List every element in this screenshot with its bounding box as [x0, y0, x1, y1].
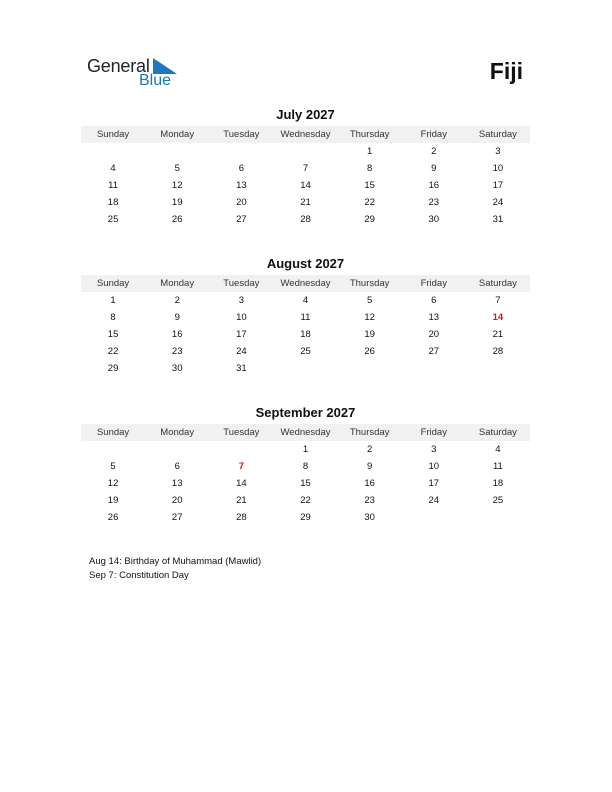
day-cell: 16 [364, 478, 375, 489]
day-cell: 29 [300, 512, 311, 523]
day-cell: 13 [236, 180, 247, 191]
day-cell: 9 [431, 163, 437, 174]
day-cell: 14 [300, 180, 311, 191]
day-cell: 23 [364, 495, 375, 506]
day-cell: 3 [431, 444, 437, 455]
weekday-monday: Monday [160, 129, 195, 140]
day-cell: 21 [300, 197, 311, 208]
day-cell: 13 [171, 478, 183, 489]
day-cell: 20 [236, 197, 247, 208]
month-weeks [81, 292, 530, 377]
day-cell: 18 [300, 329, 311, 340]
week-row [81, 194, 530, 211]
holiday-day-cell: 14 [492, 312, 504, 323]
day-cell: 30 [364, 512, 375, 523]
day-cell: 1 [302, 444, 309, 455]
day-cell: 9 [366, 461, 373, 472]
month-title: September 2027 [255, 405, 356, 420]
day-cell: 21 [236, 495, 247, 506]
holiday-note: Aug 14: Birthday of Muhammad (Mawlid) [89, 556, 262, 567]
day-cell: 1 [110, 295, 116, 306]
day-cell: 19 [364, 329, 375, 340]
day-cell: 6 [431, 295, 437, 306]
weekday-saturday: Saturday [478, 129, 517, 140]
day-cell: 3 [238, 295, 244, 306]
day-cell: 19 [171, 197, 183, 208]
week-row [81, 509, 530, 526]
empty-day-cell [81, 143, 145, 160]
day-cell: 29 [107, 363, 119, 374]
day-cell: 27 [236, 214, 247, 225]
logo-text-blue: Blue [139, 72, 172, 89]
day-cell: 27 [171, 512, 183, 523]
day-cell: 8 [110, 312, 116, 323]
weekday-wednesday: Wednesday [280, 427, 331, 438]
weekday-sunday: Sunday [96, 278, 130, 289]
empty-day-cell [466, 360, 530, 377]
day-cell: 5 [174, 163, 180, 174]
week-row [81, 177, 530, 194]
day-cell: 17 [428, 478, 440, 489]
empty-day-cell [81, 441, 145, 458]
weekday-friday: Friday [420, 278, 447, 289]
day-cell: 26 [364, 346, 375, 357]
day-cell: 11 [492, 461, 503, 472]
week-row [81, 343, 530, 360]
week-row [81, 292, 530, 309]
month-august [81, 255, 530, 377]
weekday-tuesday: Tuesday [223, 427, 260, 438]
empty-day-cell [209, 441, 273, 458]
day-cell: 28 [236, 512, 247, 523]
day-cell: 18 [492, 478, 504, 489]
day-cell: 7 [495, 295, 501, 306]
logo-text-general: General [87, 56, 150, 76]
month-july [81, 106, 530, 228]
holiday-note: Sep 7: Constitution Day [89, 570, 189, 581]
day-cell: 15 [364, 180, 375, 191]
day-cell: 23 [428, 197, 440, 208]
month-weeks [81, 143, 530, 228]
day-cell: 12 [171, 180, 183, 191]
day-cell: 4 [495, 444, 501, 455]
day-cell: 11 [108, 180, 118, 191]
month-title: July 2027 [276, 107, 335, 122]
month-september [81, 404, 530, 526]
day-cell: 22 [107, 346, 119, 357]
weekday-header [81, 126, 530, 143]
day-cell: 10 [492, 163, 504, 174]
day-cell: 25 [107, 214, 119, 225]
day-cell: 9 [174, 312, 180, 323]
day-cell: 29 [364, 214, 375, 225]
day-cell: 24 [236, 346, 247, 357]
day-cell: 22 [300, 495, 311, 506]
day-cell: 17 [236, 329, 247, 340]
day-cell: 28 [492, 346, 504, 357]
day-cell: 11 [300, 312, 311, 323]
week-row [81, 458, 530, 475]
month-title: August 2027 [266, 256, 345, 271]
day-cell: 2 [366, 444, 373, 455]
week-row [81, 360, 530, 377]
holiday-day-cell: 7 [238, 461, 244, 472]
weekday-sunday: Sunday [96, 427, 130, 438]
day-cell: 10 [428, 461, 440, 472]
weekday-monday: Monday [160, 427, 195, 438]
empty-day-cell [209, 143, 273, 160]
day-cell: 8 [366, 163, 373, 174]
day-cell: 15 [107, 329, 119, 340]
weekday-header [81, 275, 530, 292]
week-row [81, 441, 530, 458]
week-row [81, 475, 530, 492]
day-cell: 15 [300, 478, 311, 489]
day-cell: 25 [492, 495, 504, 506]
day-cell: 1 [366, 146, 373, 157]
day-cell: 24 [428, 495, 440, 506]
week-row [81, 160, 530, 177]
day-cell: 19 [107, 495, 119, 506]
weekday-tuesday: Tuesday [223, 129, 260, 140]
weekday-friday: Friday [420, 427, 447, 438]
day-cell: 6 [174, 461, 180, 472]
generalblue-logo [87, 56, 187, 92]
day-cell: 17 [492, 180, 504, 191]
weekday-sunday: Sunday [96, 129, 130, 140]
empty-day-cell [338, 360, 402, 377]
weekday-thursday: Thursday [349, 129, 390, 140]
holiday-notes [89, 555, 261, 583]
day-cell: 13 [428, 312, 440, 323]
day-cell: 5 [366, 295, 373, 306]
day-cell: 24 [492, 197, 504, 208]
weekday-saturday: Saturday [478, 278, 517, 289]
day-cell: 25 [300, 346, 311, 357]
day-cell: 22 [364, 197, 375, 208]
day-cell: 4 [302, 295, 309, 306]
empty-day-cell [145, 143, 209, 160]
empty-day-cell [466, 509, 530, 526]
day-cell: 12 [364, 312, 375, 323]
day-cell: 16 [171, 329, 183, 340]
day-cell: 4 [110, 163, 116, 174]
weekday-friday: Friday [420, 129, 447, 140]
day-cell: 12 [107, 478, 119, 489]
weekday-wednesday: Wednesday [280, 129, 331, 140]
day-cell: 6 [238, 163, 244, 174]
week-row [81, 492, 530, 509]
day-cell: 5 [110, 461, 116, 472]
day-cell: 30 [428, 214, 440, 225]
weekday-saturday: Saturday [478, 427, 517, 438]
weekday-monday: Monday [160, 278, 195, 289]
day-cell: 2 [174, 295, 180, 306]
weekday-thursday: Thursday [349, 427, 390, 438]
weekday-header [81, 424, 530, 441]
week-row [81, 309, 530, 326]
weekday-thursday: Thursday [349, 278, 390, 289]
day-cell: 28 [300, 214, 311, 225]
empty-day-cell [145, 441, 209, 458]
day-cell: 23 [171, 346, 183, 357]
empty-day-cell [273, 360, 337, 377]
day-cell: 2 [431, 146, 437, 157]
day-cell: 31 [492, 214, 504, 225]
week-row [81, 143, 530, 160]
day-cell: 3 [495, 146, 501, 157]
day-cell: 26 [107, 512, 119, 523]
day-cell: 20 [171, 495, 183, 506]
day-cell: 18 [107, 197, 119, 208]
day-cell: 7 [302, 163, 309, 174]
empty-day-cell [402, 509, 466, 526]
day-cell: 8 [302, 461, 309, 472]
weekday-tuesday: Tuesday [223, 278, 260, 289]
week-row [81, 211, 530, 228]
day-cell: 27 [428, 346, 440, 357]
empty-day-cell [402, 360, 466, 377]
week-row [81, 326, 530, 343]
empty-day-cell [273, 143, 337, 160]
weekday-wednesday: Wednesday [280, 278, 331, 289]
country-title: Fiji [489, 58, 523, 84]
day-cell: 10 [236, 312, 247, 323]
day-cell: 30 [171, 363, 183, 374]
day-cell: 20 [428, 329, 440, 340]
day-cell: 26 [171, 214, 183, 225]
day-cell: 21 [492, 329, 504, 340]
day-cell: 31 [236, 363, 247, 374]
day-cell: 14 [236, 478, 247, 489]
day-cell: 16 [428, 180, 440, 191]
month-weeks [81, 441, 530, 526]
